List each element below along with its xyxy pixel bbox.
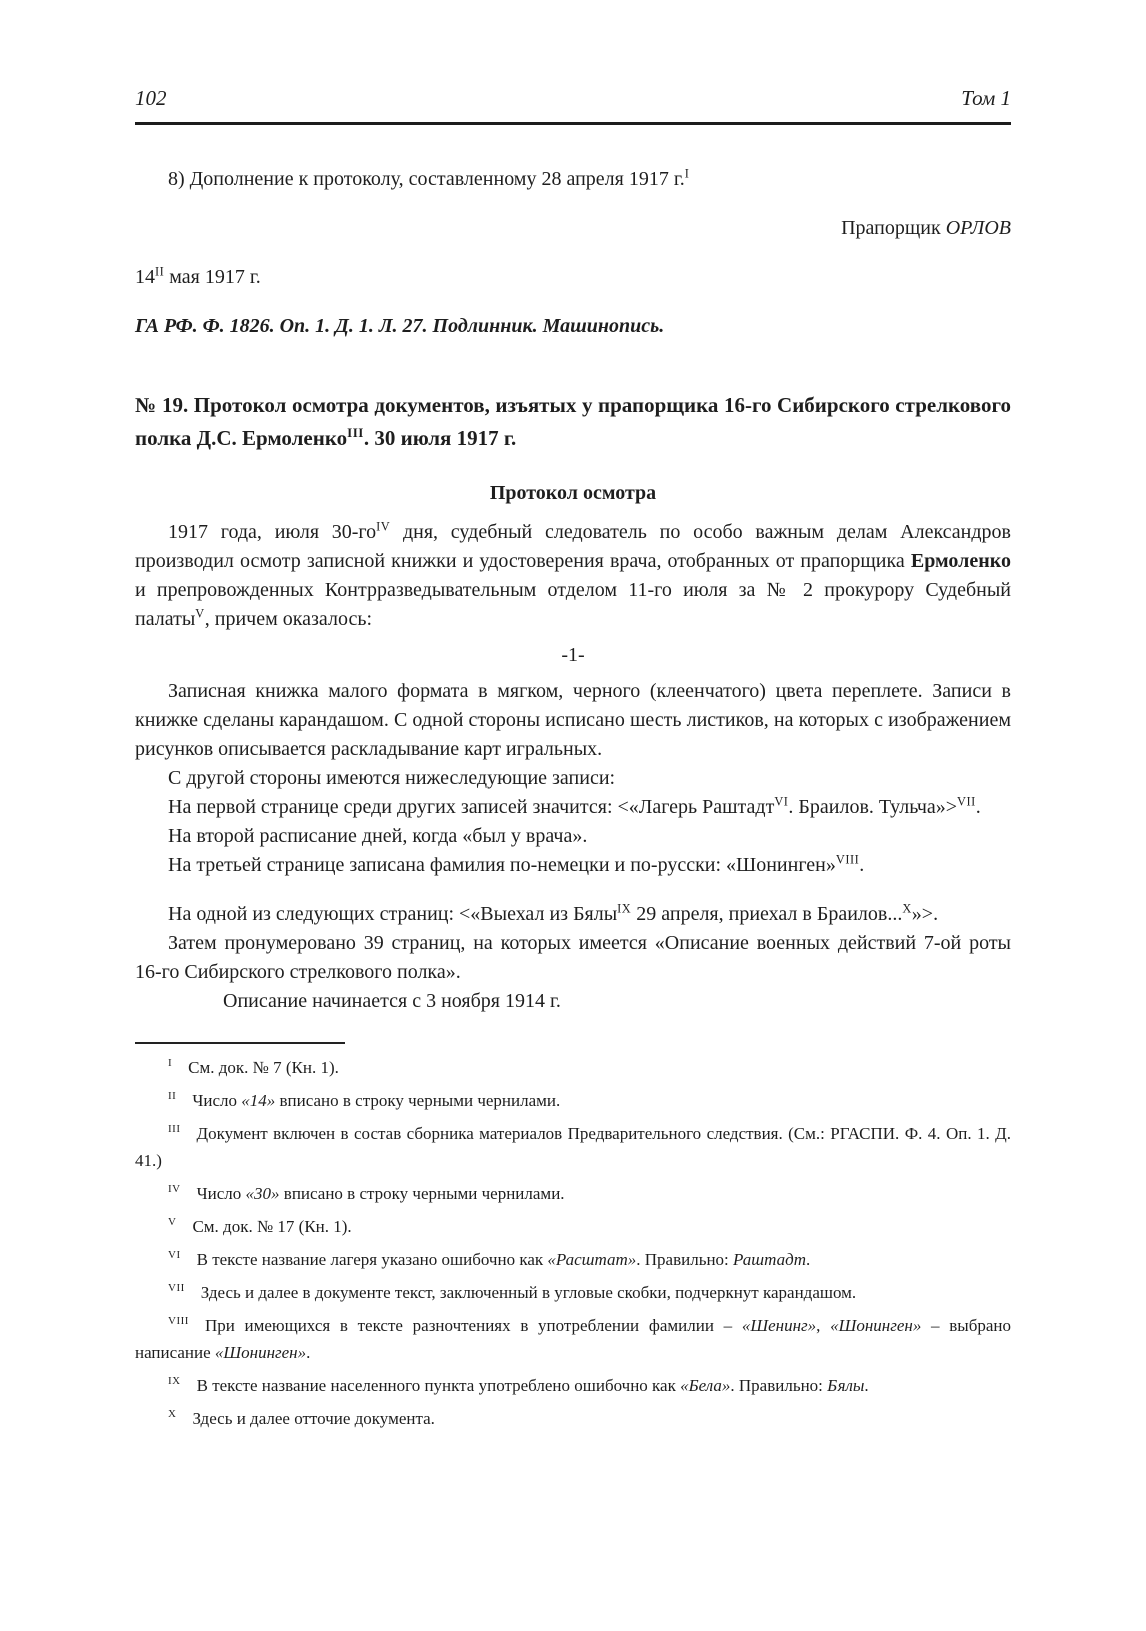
footnotes-section	[135, 1054, 1011, 1432]
footnote-marker: X	[168, 1408, 177, 1421]
footnote-marker: IV	[168, 1183, 181, 1196]
footnote-separator	[135, 1042, 345, 1044]
signature-line: Прапорщик ОРЛОВ	[841, 217, 1011, 239]
footnote	[135, 1054, 1011, 1081]
footnote-marker: IX	[168, 1375, 181, 1388]
document-heading: № 19. Протокол осмотра документов, изъятых у прапорщика 16-го Сибирского стрелкового полка Д.С. Ермоленко$^{III}$. 30 июля 1917 г.	[135, 393, 1011, 450]
footnote-marker: V	[168, 1216, 177, 1229]
running-head	[135, 86, 1011, 125]
footnote-text: Здесь и далее в документе текст, заключенный в угловые скобки, подчеркнут карандашом.	[200, 1283, 857, 1302]
footnote-text: При имеющихся в тексте разночтениях в употреблении фамилии – «Шенинг», «Шонинген» – выбрано написание «Шонинген».	[135, 1316, 1011, 1362]
footnote	[135, 1372, 1011, 1399]
section-divider: -1-	[561, 644, 585, 666]
paragraph: Затем пронумеровано 39 страниц, на которых имеется «Описание военных действий 7-ой роты 16-го Сибирского стрелкового полка».	[135, 932, 1011, 983]
footnote	[135, 1279, 1011, 1306]
footnote-text: См. док. № 7 (Кн. 1).	[188, 1058, 339, 1077]
paragraph: С другой стороны имеются нижеследующие записи:	[168, 767, 616, 789]
footnote	[135, 1312, 1011, 1366]
footnote-text: Документ включен в состав сборника материалов Предварительного следствия. (См.: РГАСПИ. Ф. 4. Оп. 1. Д. 41.)	[135, 1124, 1011, 1170]
footnote-marker: VI	[168, 1249, 181, 1262]
footnote	[135, 1120, 1011, 1174]
paragraph: Описание начинается с 3 ноября 1914 г.	[223, 990, 561, 1012]
footnote-marker: III	[168, 1123, 181, 1136]
footnote-text: В тексте название лагеря указано ошибочно как «Расштат». Правильно: Раштадт.	[196, 1250, 811, 1269]
paragraph: На третьей странице записана фамилия по-немецки и по-русски: «Шонинген»$^{VIII}$.	[168, 852, 865, 876]
paragraph: На первой странице среди других записей значится: <«Лагерь Раштадт$^{VI}$. Браилов. Тульча»>$^{VII}$.	[168, 794, 981, 818]
footnote	[135, 1213, 1011, 1240]
footnote-marker: VII	[168, 1282, 185, 1295]
prev-document-closing-line: 8) Дополнение к протоколу, составленному 28 апреля 1917 г.$^I$	[168, 166, 690, 190]
footnote-text: Здесь и далее отточие документа.	[192, 1409, 435, 1428]
footnote	[135, 1087, 1011, 1114]
page-number: 102	[135, 86, 167, 110]
footnote-text: В тексте название населенного пункта употреблено ошибочно как «Бела». Правильно: Бялы.	[196, 1376, 869, 1395]
footnote-marker: II	[168, 1090, 177, 1103]
footnote-text: Число «30» вписано в строку черными чернилами.	[196, 1184, 565, 1203]
footnote-marker: I	[168, 1057, 173, 1070]
volume-label: Том 1	[961, 86, 1011, 110]
document-subheading: Протокол осмотра	[489, 482, 657, 504]
paragraph: На второй расписание дней, когда «был у врача».	[168, 825, 588, 847]
paragraph: На одной из следующих страниц: <«Выехал из Бялы$^{IX}$ 29 апреля, приехал в Браилов...$^X$»>.	[168, 901, 939, 925]
footnote-text: См. док. № 17 (Кн. 1).	[192, 1217, 352, 1236]
footnote	[135, 1180, 1011, 1207]
archive-reference: ГА РФ. Ф. 1826. Оп. 1. Д. 1. Л. 27. Подлинник. Машинопись.	[135, 315, 665, 337]
paragraph: 1917 года, июля $30-го^{IV}$ дня, судебный следователь по особо важным делам Александров производил осмотр записной книжки и удостоверения врача, отобранных от прапорщика Ермоленко и препровожденных Контрразведывательным отделом 11-го июля за № 2 прокурору Судебный палаты$^V$, причем оказалось:	[135, 519, 1011, 630]
paragraph: Записная книжка малого формата в мягком, черного (клеенчатого) цвета переплете. Записи в книжке сделаны карандашом. С одной стороны исписано шесть листиков, на которых с изображением рисунков описывается раскладывание карт игральных.	[135, 680, 1011, 760]
footnote-text: Число «14» вписано в строку черными чернилами.	[192, 1091, 561, 1110]
date-line: $14^{II}$ мая 1917 г.	[135, 264, 261, 288]
footnote	[135, 1246, 1011, 1273]
footnote	[135, 1405, 1011, 1432]
footnote-marker: VIII	[168, 1315, 189, 1328]
